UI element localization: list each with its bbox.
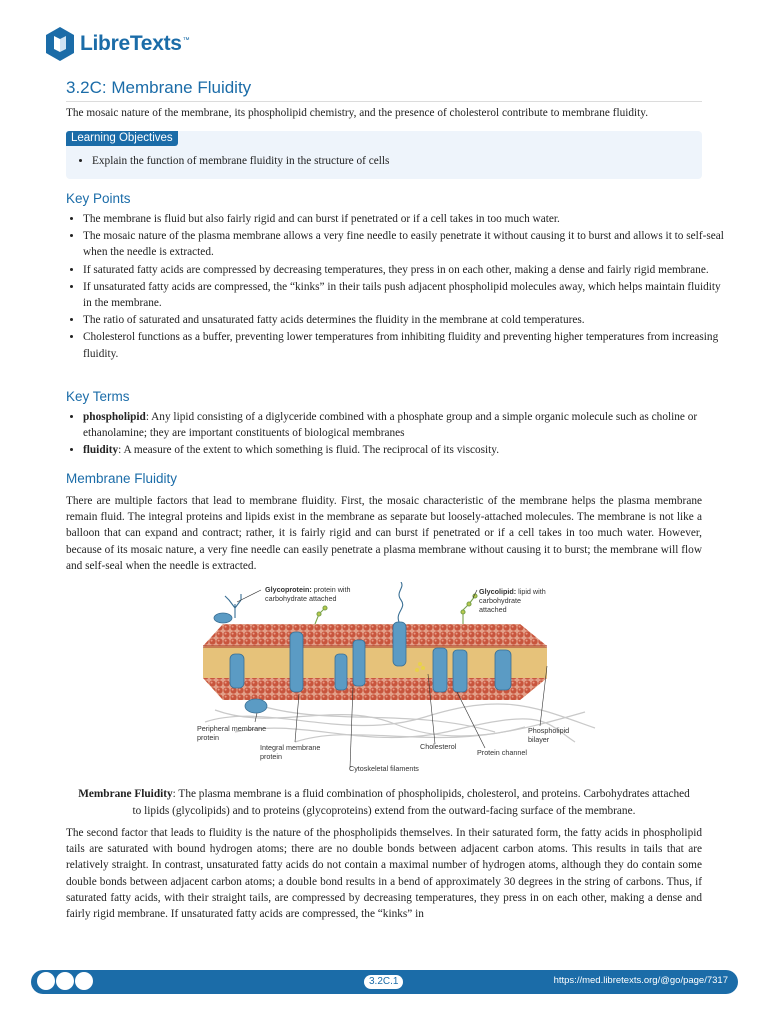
learning-objectives-box bbox=[66, 131, 702, 179]
caption-title: Membrane Fluidity bbox=[78, 788, 173, 800]
phospholipid-bilayer-label: Phospholipid bbox=[528, 726, 570, 735]
footer-bar bbox=[31, 970, 738, 994]
glycolipid-label-line2: carbohydrate bbox=[479, 596, 521, 605]
page-url-link[interactable]: https://med.libretexts.org/@go/page/7317 bbox=[553, 975, 728, 986]
noncommercial-icon bbox=[75, 972, 93, 990]
membrane-diagram-svg bbox=[195, 582, 615, 774]
membrane-diagram bbox=[195, 582, 615, 774]
key-term-item bbox=[83, 409, 725, 441]
body-paragraph-1: There are multiple factors that lead to membrane fluidity. First, the mosaic characteristic of the membrane helps the plasma membrane remain fluid. The integral proteins and lipids exist in the membrane as separate but loosely-attached molecules. The membrane is not like a balloon that can expand and contract; rather, it is fairly rigid and can burst if penetrated or if a cell takes in too much water. However, because of its mosaic nature, a very fine needle can easily penetrate a plasma membrane without causing it to burst; the membrane will flow and self-seal when the needle is extracted. bbox=[66, 495, 702, 572]
attribution-icon bbox=[56, 972, 74, 990]
cc-icon bbox=[37, 972, 55, 990]
key-points-heading: Key Points bbox=[66, 191, 131, 206]
glycoprotein-label: Glycoprotein: protein with bbox=[265, 585, 351, 594]
libretexts-logo[interactable] bbox=[45, 26, 189, 62]
section-heading: Membrane Fluidity bbox=[66, 471, 178, 486]
cytoskeletal-label: Cytoskeletal filaments bbox=[349, 764, 419, 773]
term-definition: : Any lipid consisting of a diglyceride combined with a phosphate group and a simple organic molecule such as choline or ethanolamine; they are important constituents of biological membranes bbox=[83, 411, 698, 440]
libretexts-logo-icon bbox=[45, 26, 75, 62]
glycolipid-label: Glycolipid: lipid with bbox=[479, 587, 546, 596]
glycoprotein-label-line2: carbohydrate attached bbox=[265, 594, 337, 603]
cholesterol-label: Cholesterol bbox=[420, 742, 457, 751]
cc-license-badge[interactable] bbox=[37, 972, 93, 990]
integral-protein-label: Integral membrane bbox=[260, 743, 321, 752]
peripheral-protein-label-line2: protein bbox=[197, 733, 219, 742]
learning-objectives-list bbox=[74, 155, 389, 167]
title-divider bbox=[66, 101, 702, 102]
phospholipid-bilayer-label-line2: bilayer bbox=[528, 735, 550, 744]
term-name: phospholipid bbox=[83, 411, 146, 423]
logo-text: LibreTexts™ bbox=[80, 32, 190, 55]
key-terms-list bbox=[66, 409, 725, 460]
key-points-list bbox=[66, 211, 725, 363]
key-term-item bbox=[83, 442, 725, 458]
term-name: fluidity bbox=[83, 444, 119, 457]
key-terms-heading: Key Terms bbox=[66, 389, 130, 404]
key-point-item: • The ratio of saturated and unsaturated fatty acids determines the fluidity in the membrane at cold temperatures. bbox=[83, 312, 725, 328]
peripheral-protein-label: Peripheral membrane bbox=[197, 724, 267, 733]
key-point-item: • Cholesterol functions as a buffer, preventing lower temperatures from inhibiting fluidity and preventing higher temperatures from increasing fluidity. bbox=[83, 329, 725, 361]
learning-objectives-label: Learning Objectives bbox=[66, 131, 178, 146]
body-paragraph-2: The second factor that leads to fluidity is the nature of the phospholipids themselves. In their saturated form, the fatty acids in phospholipid tails are saturated with bound hydrogen atoms; there are no double bonds between adjacent carbon atoms. This results in tails that are relatively straight. In contrast, unsaturated fatty acids do not contain a maximal number of hydrogen atoms, although they do contain some double bonds between adjacent carbon atoms; a double bond results in a bend of approximately 30 degrees in the string of carbons. Thus, if saturated fatty acids, with their straight tails, are compressed by decreasing temperatures, they press in on each other, making a dense and fairly rigid membrane. If unsaturated fatty acids are compressed, the “kinks” in bbox=[66, 827, 702, 921]
key-point-item: • The membrane is fluid but also fairly rigid and can burst if penetrated or if a cell takes in too much water. bbox=[83, 211, 725, 227]
key-point-item: • If saturated fatty acids are compressed by decreasing temperatures, they press in on each other, making a dense and fairly rigid membrane. bbox=[83, 262, 725, 278]
integral-protein-label-line2: protein bbox=[260, 752, 282, 761]
term-definition: : A measure of the extent to which something is fluid. The reciprocal of its viscosity. bbox=[118, 444, 500, 457]
objective-item: • Explain the function of membrane fluidity in the structure of cells bbox=[92, 155, 389, 167]
protein-channel-label: Protein channel bbox=[477, 748, 527, 757]
intro-text: The mosaic nature of the membrane, its phospholipid chemistry, and the presence of cholesterol contribute to membrane fluidity. bbox=[66, 107, 649, 119]
page-number: 3.2C.1 bbox=[364, 975, 403, 989]
glycolipid-chains bbox=[315, 594, 477, 624]
figure-caption bbox=[76, 786, 692, 819]
key-point-item: • If unsaturated fatty acids are compressed, the “kinks” in their tails push adjacent phospholipid molecules away, which helps maintain fluidity in the membrane. bbox=[83, 279, 725, 311]
caption-text: : The plasma membrane is a fluid combination of phospholipids, cholesterol, and proteins. Carbohydrates attached to lipids (glycolipids) and to proteins (glycoproteins) extend from the outward-facing surface of the membrane. bbox=[132, 788, 690, 817]
page-title: 3.2C: Membrane Fluidity bbox=[66, 78, 252, 97]
key-point-item: • The mosaic nature of the plasma membrane allows a very fine needle to easily penetrate it without causing it to burst and allows it to self-seal when the needle is extracted. bbox=[83, 228, 725, 260]
glycolipid-label-line3: attached bbox=[479, 605, 507, 614]
